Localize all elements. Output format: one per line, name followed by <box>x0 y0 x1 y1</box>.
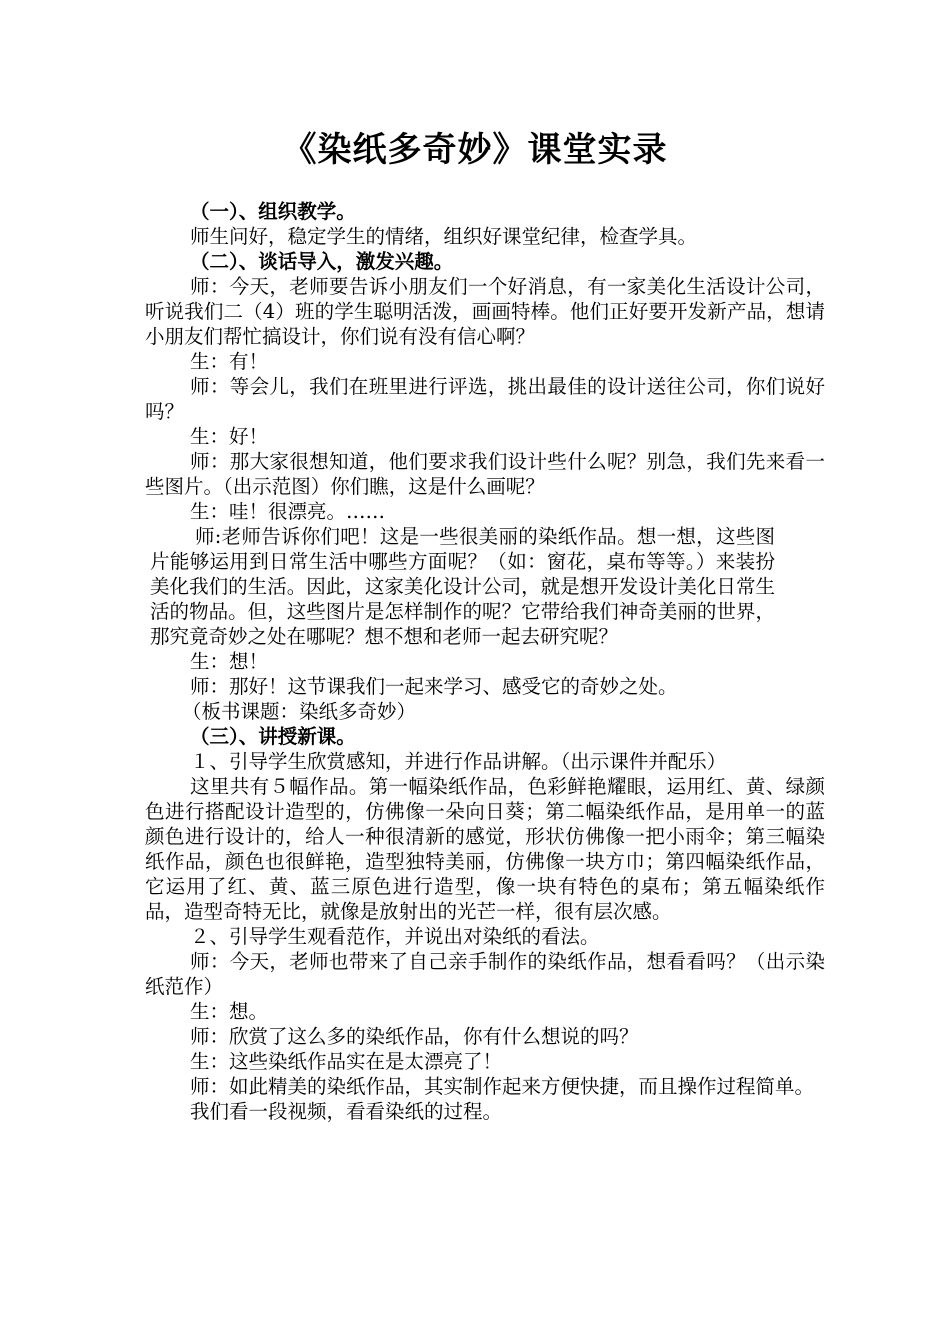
paragraph: 生：想。 <box>190 1000 269 1023</box>
paragraph: １、引导学生欣赏感知，并进行作品讲解。（出示课件并配乐） <box>190 750 727 773</box>
paragraph: 师:老师告诉你们吧！这是一些很美丽的染纸作品。想一想，这些图片能够运用到日常生活中哪些方面呢？（如：窗花，桌布等等。）来装扮美化我们的生活。因此，这家美化设计公司，就是想开发设计美化日常生活的物品。但，这些图片是怎样制作的呢？它带给我们神奇美丽的世界，那究竟奇妙之处在哪呢？想不想和老师一起去研究呢？ <box>150 525 775 648</box>
paragraph: 师生问好，稳定学生的情绪，组织好课堂纪律，检查学具。 <box>190 225 698 248</box>
paragraph: 师：那好！这节课我们一起来学习、感受它的奇妙之处。 <box>190 675 678 698</box>
paragraph: 师：等会儿，我们在班里进行评选，挑出最佳的设计送往公司，你们说好吗？ <box>145 375 825 423</box>
paragraph: 师：欣赏了这么多的染纸作品，你有什么想说的吗？ <box>190 1025 639 1048</box>
section-heading: （二）、谈话导入，激发兴趣。 <box>190 250 454 273</box>
paragraph: （板书课题：染纸多奇妙） <box>182 700 417 723</box>
paragraph: 我们看一段视频，看看染纸的过程。 <box>190 1100 503 1123</box>
section-heading: （一）、组织教学。 <box>190 200 356 223</box>
paragraph: 生：有！ <box>190 350 269 373</box>
paragraph: 师：今天，老师也带来了自己亲手制作的染纸作品，想看看吗？（出示染纸范作） <box>145 950 825 998</box>
document-body <box>145 199 825 1124</box>
section-heading: （三）、讲授新课。 <box>190 725 356 748</box>
paragraph: 生：想！ <box>190 650 269 673</box>
paragraph: 生：哇！很漂亮。…… <box>190 500 386 523</box>
paragraph: 师：今天，老师要告诉小朋友们一个好消息，有一家美化生活设计公司，听说我们二（4）班的学生聪明活泼，画画特棒。他们正好要开发新产品，想请小朋友们帮忙搞设计，你们说有没有信心啊？ <box>145 275 825 348</box>
page-title: 《染纸多奇妙》课堂实录 <box>282 130 668 170</box>
paragraph: 生：这些染纸作品实在是太漂亮了！ <box>190 1050 503 1073</box>
paragraph: ２、引导学生观看范作，并说出对染纸的看法。 <box>190 925 600 948</box>
paragraph: 生：好！ <box>190 425 269 448</box>
paragraph: 师：如此精美的染纸作品，其实制作起来方便快捷，而且操作过程简单。 <box>190 1075 815 1098</box>
paragraph: 这里共有５幅作品。第一幅染纸作品，色彩鲜艳耀眼，运用红、黄、绿颜色进行搭配设计造型的，仿佛像一朵向日葵；第二幅染纸作品，是用单一的蓝颜色进行设计的，给人一种很清新的感觉，形状仿佛像一把小雨伞；第三幅染纸作品，颜色也很鲜艳，造型独特美丽，仿佛像一块方巾；第四幅染纸作品，它运用了红、黄、蓝三原色进行造型，像一块有特色的桌布；第五幅染纸作品，造型奇特无比，就像是放射出的光芒一样，很有层次感。 <box>145 775 825 923</box>
paragraph: 师：那大家很想知道，他们要求我们设计些什么呢？别急，我们先来看一些图片。（出示范图）你们瞧，这是什么画呢？ <box>145 450 825 498</box>
